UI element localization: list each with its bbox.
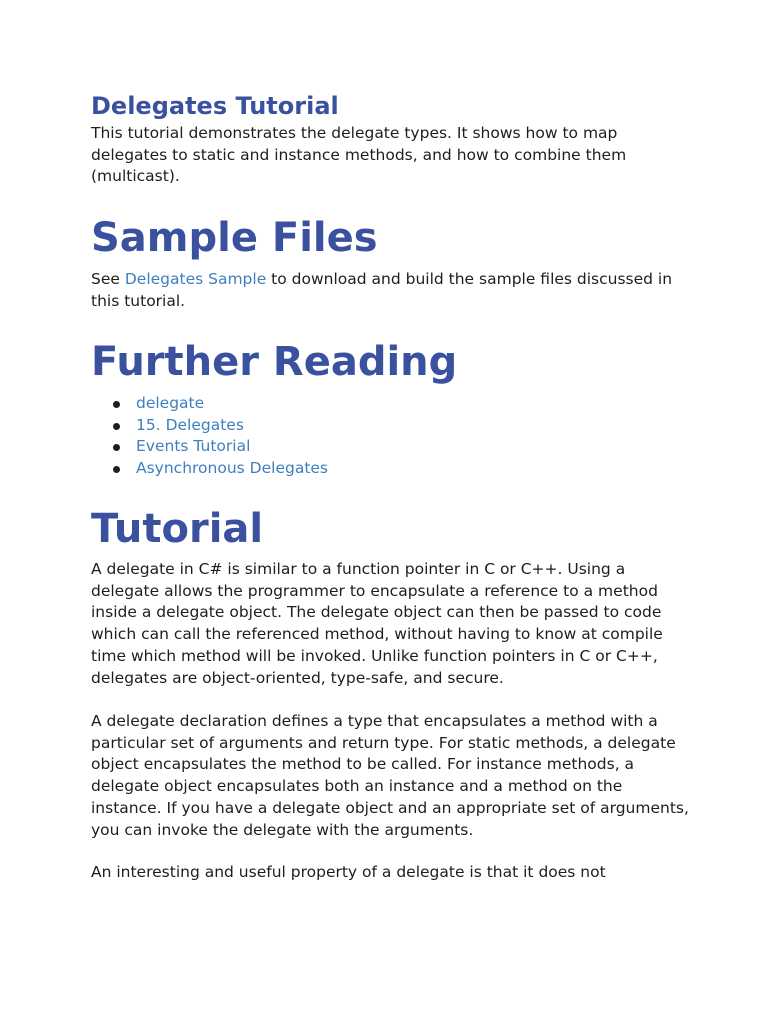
bullet-icon	[113, 401, 120, 408]
tutorial-heading: Tutorial	[91, 506, 264, 552]
tutorial-paragraph-2: A delegate declaration defines a type that encapsulates a method with a particular set of arguments and return type. For static methods, a delegate object encapsulates the method to be called. For instance methods, a delegate object encapsulates both an instance and a method on the instance. If you have a delegate object and an appropriate set of arguments, you can invoke the delegate with the arguments.	[91, 712, 689, 839]
list-item	[91, 458, 328, 480]
bullet-icon	[113, 423, 120, 430]
sample-files-text-before: See	[91, 270, 125, 288]
delegate-link[interactable]: delegate	[136, 394, 205, 412]
bullet-icon	[113, 444, 120, 451]
delegates-sample-link[interactable]: Delegates Sample	[124, 270, 267, 288]
tutorial-paragraph-1: A delegate in C# is similar to a function pointer in C or C++. Using a delegate allows the programmer to encapsulate a reference to a method inside a delegate object. The delegate object can then be passed to code which can call the referenced method, without having to know at compile time which method will be invoked. Unlike function pointers in C or C++, delegates are object-oriented, type-safe, and secure.	[91, 560, 663, 687]
intro-paragraph: This tutorial demonstrates the delegate types. It shows how to map delegates to static and instance methods, and how to combine them (multicast).	[91, 124, 627, 186]
events-tutorial-link[interactable]: Events Tutorial	[136, 437, 251, 456]
further-reading-list	[91, 393, 328, 480]
list-item	[91, 415, 328, 437]
further-reading-heading: Further Reading	[91, 339, 458, 385]
delegates-spec-link[interactable]: 15. Delegates	[136, 415, 244, 434]
bullet-icon	[113, 466, 120, 473]
list-item	[91, 393, 328, 415]
tutorial-paragraph-3: An interesting and useful property of a delegate is that it does not	[91, 863, 606, 881]
asynchronous-delegates-link[interactable]: Asynchronous Delegates	[136, 459, 329, 478]
page-title: Delegates Tutorial	[91, 92, 339, 120]
list-item	[91, 436, 328, 458]
sample-files-paragraph	[91, 269, 691, 312]
sample-files-heading: Sample Files	[91, 215, 378, 261]
sample-files-text-after: to download and build the sample files discussed in this tutorial.	[91, 270, 673, 310]
